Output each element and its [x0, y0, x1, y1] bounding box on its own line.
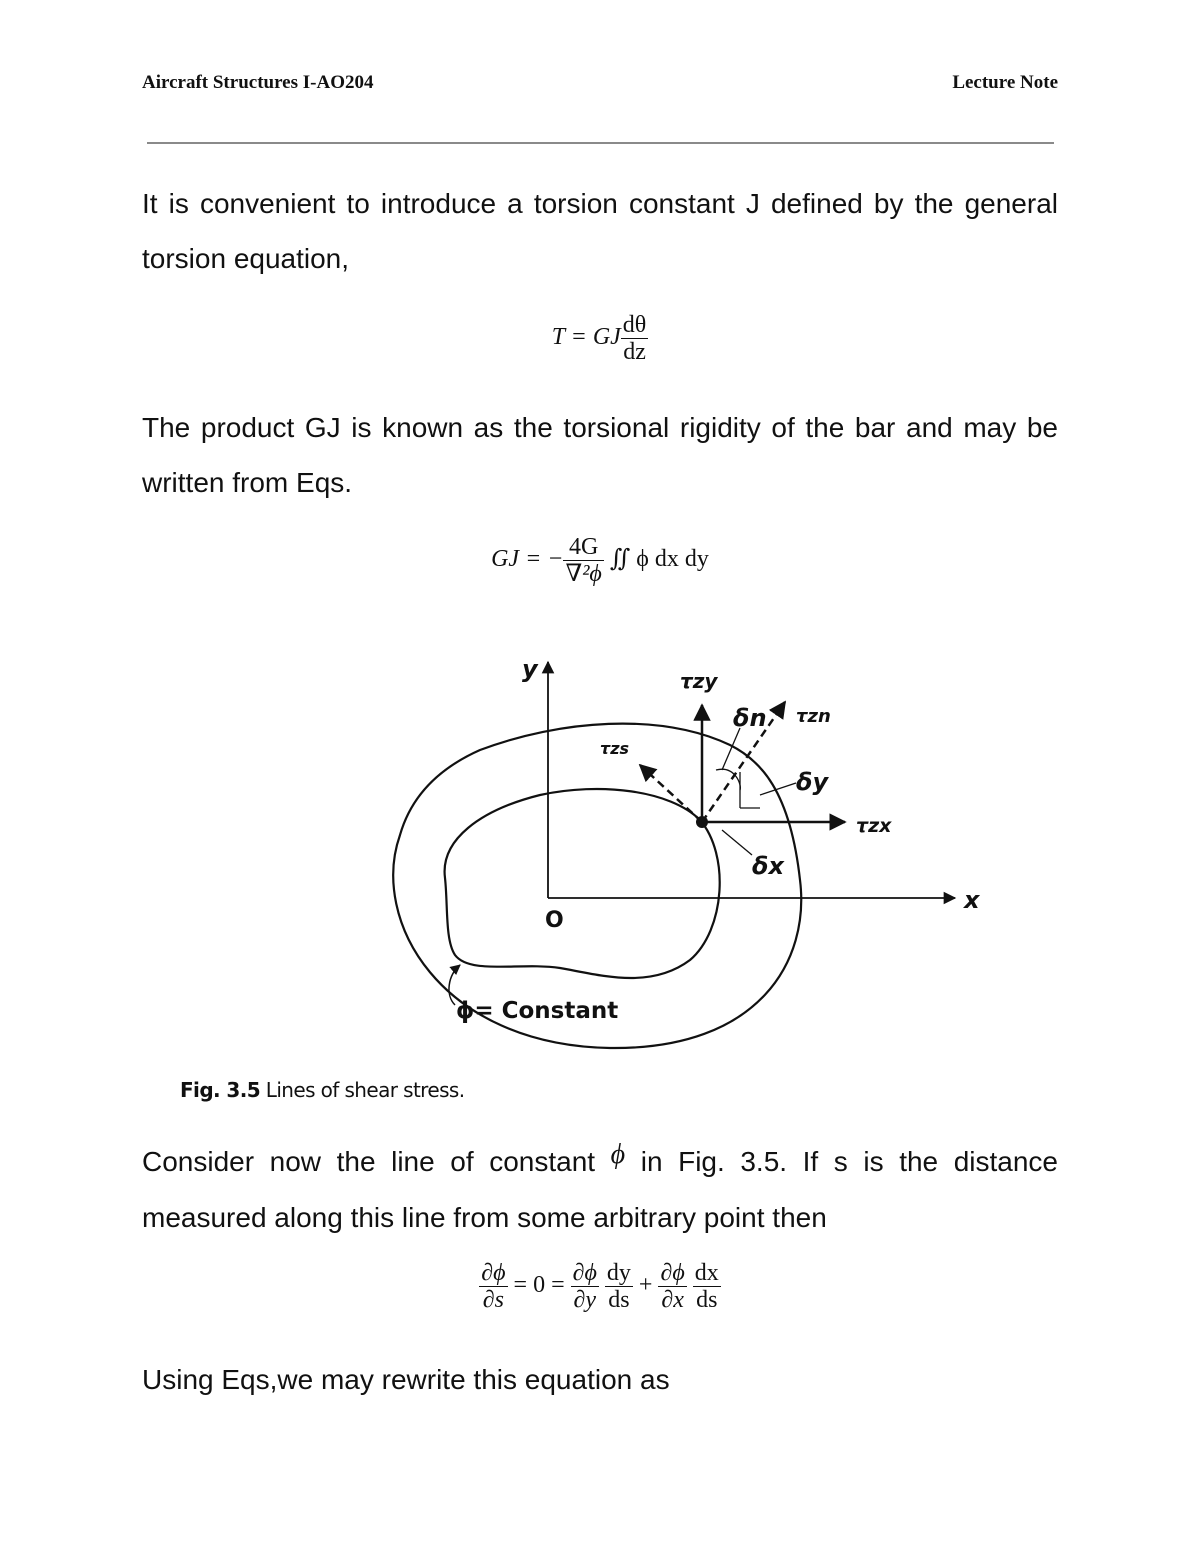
label-tau-zs: τzs — [600, 739, 630, 758]
fraction-denominator: ∂y — [573, 1287, 597, 1313]
shear-stress-figure — [360, 650, 1000, 1060]
equation-torsion-lhs: T = GJ — [551, 324, 621, 351]
paragraph-constant-phi — [142, 1134, 1058, 1245]
header-divider — [147, 142, 1054, 144]
fraction-denominator: dz — [623, 339, 646, 365]
phi-symbol: ϕ — [610, 1139, 626, 1170]
caption-number: Fig. 3.5 — [180, 1078, 261, 1102]
label-tau-zy: τzy — [680, 669, 718, 693]
label-delta-x: δx — [752, 852, 784, 880]
equation-torsion-fraction — [621, 312, 649, 365]
equation-torsion — [0, 312, 1200, 365]
course-title: Aircraft Structures I-AO204 — [142, 72, 374, 93]
label-delta-n: δn — [733, 704, 767, 732]
fraction-dphi-ds — [479, 1260, 507, 1313]
label-x-axis: x — [964, 886, 980, 914]
equation-derivative — [0, 1260, 1200, 1313]
paragraph-torsional-rigidity: The product GJ is known as the torsional rigidity of the bar and may be written from Eqs. — [142, 412, 1058, 498]
fraction-numerator: ∂ϕ — [481, 1260, 506, 1286]
paragraph-constant-phi-start: Consider now the line of constant — [142, 1146, 611, 1177]
fraction-denominator: ∂s — [482, 1287, 504, 1313]
equation-plus: + — [638, 1272, 653, 1299]
fraction-denominator: ∂x — [661, 1287, 684, 1313]
fraction-denominator: ∇²ϕ — [565, 561, 602, 587]
label-tau-zn: τzn — [796, 706, 831, 727]
paragraph-rewrite: Using Eqs,we may rewrite this equation as — [142, 1364, 670, 1395]
fraction-dphi-dy — [571, 1260, 599, 1313]
figure-caption — [180, 1078, 464, 1102]
paragraph-constant-phi-end: in Fig. 3.5. If s is the distance measured along this line from some arbitrary point then — [142, 1146, 1058, 1233]
equation-rigidity — [0, 534, 1200, 587]
document-type: Lecture Note — [952, 72, 1058, 93]
fraction-numerator: 4G — [563, 534, 603, 561]
label-phi-constant: ϕ= Constant — [456, 998, 619, 1024]
equation-rigidity-fraction — [563, 534, 603, 587]
fraction-numerator: dy — [606, 1260, 631, 1286]
fraction-numerator: ∂ϕ — [660, 1260, 685, 1286]
label-origin: O — [545, 908, 564, 933]
phi-constant-curve — [445, 789, 720, 978]
label-delta-y: δy — [796, 768, 829, 796]
equation-rigidity-lhs: GJ = − — [491, 546, 564, 573]
fraction-dphi-dx — [658, 1260, 686, 1313]
caption-text: Lines of shear stress. — [265, 1078, 465, 1102]
equation-rigidity-integral: ∬ ϕ dx dy — [609, 546, 709, 573]
equation-equals-zero: = 0 = — [513, 1272, 565, 1299]
fraction-numerator: dx — [694, 1260, 719, 1286]
delta-x-leader — [722, 830, 752, 855]
fraction-numerator: dθ — [622, 312, 647, 338]
label-tau-zx: τzx — [856, 815, 892, 837]
fraction-dx-ds — [693, 1260, 721, 1313]
fraction-dy-ds — [605, 1260, 633, 1313]
label-y-axis: y — [522, 655, 538, 683]
element-triangle — [740, 772, 760, 808]
paragraph-torsion-constant: It is convenient to introduce a torsion constant J defined by the general torsion equation, — [142, 188, 1058, 274]
fraction-numerator: ∂ϕ — [572, 1260, 597, 1286]
fraction-denominator: ds — [696, 1287, 718, 1313]
angle-arc — [716, 769, 740, 790]
fraction-denominator: ds — [608, 1287, 630, 1313]
